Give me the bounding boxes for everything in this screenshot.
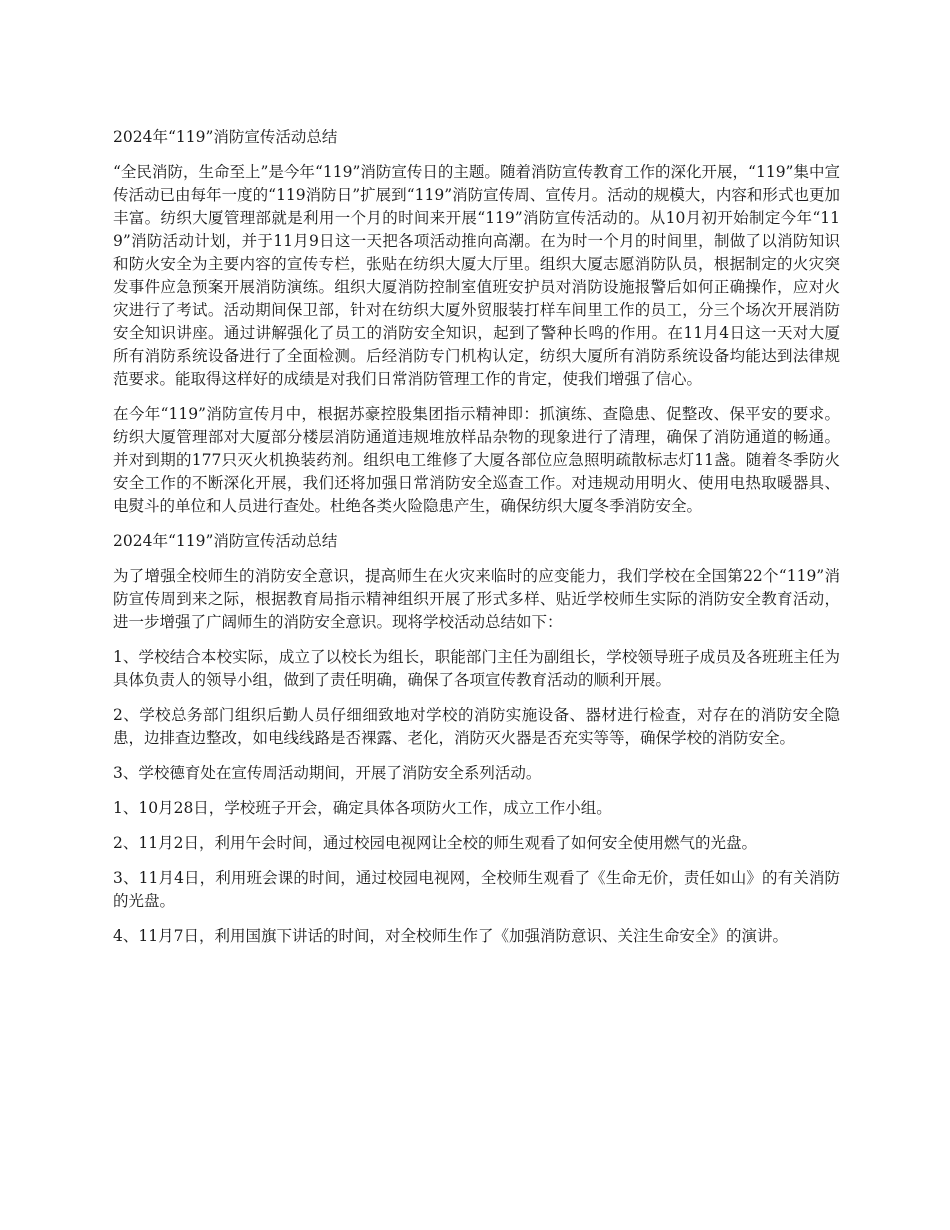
list-item: 1、学校结合本校实际，成立了以校长为组长，职能部门主任为副组长，学校领导班子成员及各班班主任为具体负责人的领导小组，做到了责任明确，确保了各项宣传教育活动的顺利开展。 <box>113 648 840 689</box>
list-item: 2、学校总务部门组织后勤人员仔细细致地对学校的消防实施设备、器材进行检查，对存在的消防安全隐患，边排查边整改，如电线线路是否裸露、老化，消防灭火器是否充实等等，确保学校的消防安全。 <box>113 706 840 747</box>
section-title: 2024年“119”消防宣传活动总结 <box>113 532 338 550</box>
list-item: 4、11月7日，利用国旗下讲话的时间，对全校师生作了《加强消防意识、关注生命安全》的演讲。 <box>113 927 788 945</box>
body-paragraph: “全民消防，生命至上”是今年“119”消防宣传日的主题。随着消防宣传教育工作的深化开展，“119”集中宣传活动已由每年一度的“119消防日”扩展到“119”消防宣传周、宣传月。活动的规模大，内容和形式也更加丰富。纺织大厦管理部就是利用一个月的时间来开展“119”消防宣传活动的。从10月初开始制定今年“119”消防活动计划，并于11月9日这一天把各项活动推向高潮。在为时一个月的时间里，制做了以消防知识和防火安全为主要内容的宣传专栏，张贴在纺织大厦大厅里。组织大厦志愿消防队员，根据制定的火灾突发事件应急预案开展消防演练。组织大厦消防控制室值班安护员对消防设施报警后如何正确操作，应对火灾进行了考试。活动期间保卫部，针对在纺织大厦外贸服装打样车间里工作的员工，分三个场次开展消防安全知识讲座。通过讲解强化了员工的消防安全知识，起到了警种长鸣的作用。在11月4日这一天对大厦所有消防系统设备进行了全面检测。后经消防专门机构认定，纺织大厦所有消防系统设备均能达到法律规范要求。能取得这样好的成绩是对我们日常消防管理工作的肯定，使我们增强了信心。 <box>113 163 840 388</box>
body-paragraph: 为了增强全校师生的消防安全意识，提高师生在火灾来临时的应变能力，我们学校在全国第22个“119”消防宣传周到来之际，根据教育局指示精神组织开展了形式多样、贴近学校师生实际的消防安全教育活动，进一步增强了广阔师生的消防安全意识。现将学校活动总结如下： <box>113 567 840 631</box>
list-item: 2、11月2日，利用午会时间，通过校园电视网让全校的师生观看了如何安全使用燃气的光盘。 <box>113 834 757 852</box>
body-paragraph: 在今年“119”消防宣传月中，根据苏豪控股集团指示精神即：抓演练、查隐患、促整改、保平安的要求。纺织大厦管理部对大厦部分楼层消防通道违规堆放样品杂物的现象进行了清理，确保了消防通道的畅通。并对到期的177只灭火机换装药剂。组织电工维修了大厦各部位应急照明疏散标志灯11盏。随着冬季防火安全工作的不断深化开展，我们还将加强日常消防安全巡查工作。对违规动用明火、使用电热取暖器具、电熨斗的单位和人员进行查处。杜绝各类火险隐患产生，确保纺织大厦冬季消防安全。 <box>113 405 840 515</box>
section-title: 2024年“119”消防宣传活动总结 <box>113 128 338 146</box>
list-item: 3、学校德育处在宣传周活动期间，开展了消防安全系列活动。 <box>113 764 542 782</box>
list-item: 3、11月4日，利用班会课的时间，通过校园电视网，全校师生观看了《生命无价，责任如山》的有关消防的光盘。 <box>113 869 840 910</box>
list-item: 1、10月28日，学校班子开会，确定具体各项防火工作，成立工作小组。 <box>113 799 612 817</box>
document-body <box>113 126 840 960</box>
